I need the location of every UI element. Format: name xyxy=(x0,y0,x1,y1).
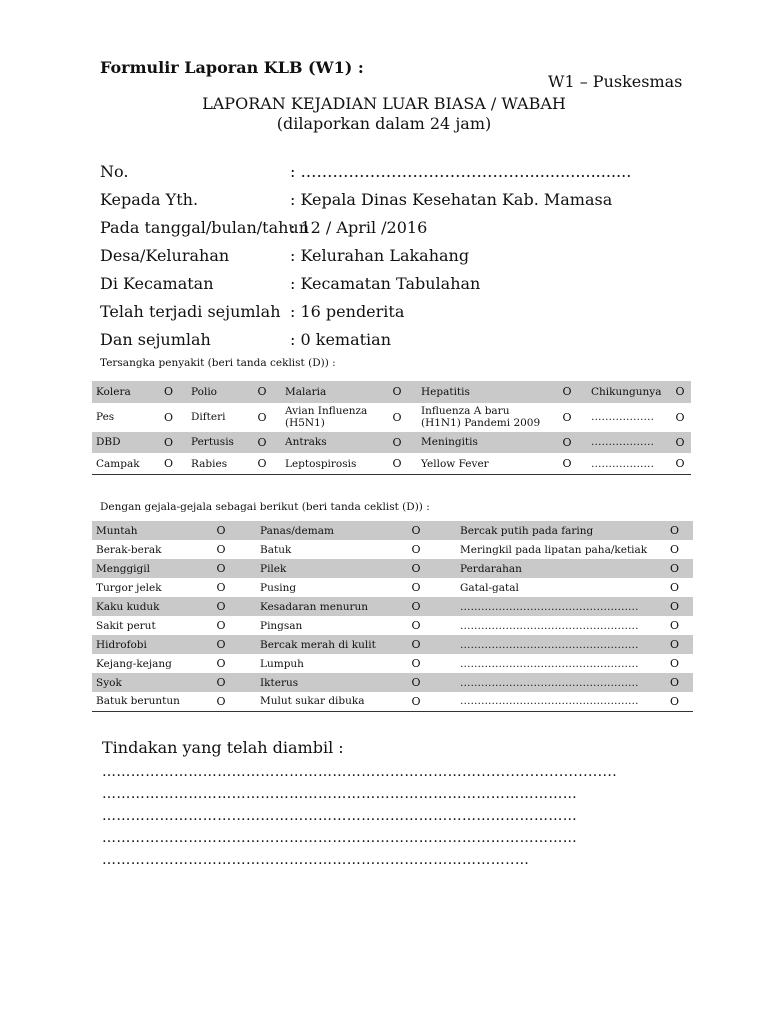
table-row xyxy=(92,559,693,578)
checkbox[interactable]: O xyxy=(216,619,226,632)
symptom-label: Bercak merah di kulit xyxy=(256,635,376,654)
field-value[interactable]: : 16 penderita xyxy=(290,302,405,321)
symptom-label: Muntah xyxy=(92,521,186,540)
symptom-label: Sakit perut xyxy=(96,619,156,632)
disease-label: Hepatitis xyxy=(417,381,547,403)
table-row xyxy=(92,521,693,540)
symptom-other-field[interactable]: …………………………………………… xyxy=(456,597,656,616)
disease-label: Polio xyxy=(187,381,243,403)
disease-instruction: Tersangka penyakit (beri tanda ceklist (D)) : xyxy=(100,357,336,369)
symptom-label: Bercak putih pada faring xyxy=(456,521,656,540)
table-row xyxy=(92,403,691,432)
field-value[interactable]: : Kepala Dinas Kesehatan Kab. Mamasa xyxy=(290,190,613,209)
disease-label: Rabies xyxy=(191,457,228,470)
checkbox[interactable]: O xyxy=(392,410,402,424)
checkbox[interactable]: O xyxy=(216,657,226,670)
disease-label: Chikungunya xyxy=(587,381,669,403)
disease-label: Pertusis xyxy=(187,432,243,454)
table-row xyxy=(92,692,693,711)
checkbox[interactable]: O xyxy=(547,381,587,403)
field-value[interactable]: : Kecamatan Tabulahan xyxy=(290,274,481,293)
disease-table xyxy=(92,381,691,475)
table-row xyxy=(92,635,693,654)
symptom-other-field[interactable]: …………………………………………… xyxy=(460,695,639,708)
checkbox[interactable]: O xyxy=(376,597,456,616)
checkbox[interactable]: O xyxy=(669,432,691,454)
field-label: Dan sejumlah xyxy=(100,330,211,349)
symptom-label: Ikterus xyxy=(256,673,376,692)
symptom-instruction: Dengan gejala-gejala sebagai berikut (beri tanda ceklist (D)) : xyxy=(100,501,430,513)
disease-label: Campak xyxy=(96,457,140,470)
checkbox[interactable]: O xyxy=(562,457,572,470)
table-row xyxy=(92,540,693,559)
symptom-other-field[interactable]: …………………………………………… xyxy=(456,635,656,654)
disease-label: Kolera xyxy=(92,381,150,403)
symptom-table-body xyxy=(92,521,693,711)
checkbox[interactable]: O xyxy=(216,694,226,708)
checkbox[interactable]: O xyxy=(186,635,256,654)
disease-label: Avian Influenza (H5N1) xyxy=(285,405,368,429)
checkbox[interactable]: O xyxy=(376,673,456,692)
checkbox[interactable]: O xyxy=(411,694,421,708)
checkbox[interactable]: O xyxy=(186,559,256,578)
checkbox[interactable]: O xyxy=(257,457,267,470)
table-row xyxy=(92,578,693,597)
symptom-table xyxy=(92,521,693,712)
checkbox[interactable]: O xyxy=(150,381,187,403)
checkbox[interactable]: O xyxy=(186,673,256,692)
disease-label: Antraks xyxy=(281,432,377,454)
disease-other-field[interactable]: ……………… xyxy=(591,457,654,470)
field-label: Desa/Kelurahan xyxy=(100,246,230,265)
checkbox[interactable]: O xyxy=(656,521,693,540)
symptom-label: Batuk beruntun xyxy=(96,695,180,708)
checkbox[interactable]: O xyxy=(376,559,456,578)
checkbox[interactable]: O xyxy=(411,657,421,670)
action-line[interactable]: ……………………………………………………………………............................. xyxy=(102,764,618,780)
table-row xyxy=(92,432,691,454)
disease-label: Meningitis xyxy=(417,432,547,454)
checkbox[interactable]: O xyxy=(376,521,456,540)
checkbox[interactable]: O xyxy=(376,635,456,654)
table-row xyxy=(92,381,691,403)
symptom-other-field[interactable]: …………………………………………… xyxy=(460,619,639,632)
symptom-label: Lumpuh xyxy=(260,657,304,670)
table-row xyxy=(92,453,691,475)
field-value[interactable]: : 12 / April /2016 xyxy=(290,218,428,237)
symptom-label: Kesadaran menurun xyxy=(256,597,376,616)
disease-label: DBD xyxy=(92,432,150,454)
symptom-label: Kejang-kejang xyxy=(96,657,172,670)
action-line[interactable]: ……………………………………………………………………………………… xyxy=(102,786,578,802)
checkbox[interactable]: O xyxy=(163,457,174,470)
disease-label: Pes xyxy=(96,411,115,423)
symptom-label: Pingsan xyxy=(260,619,303,632)
checkbox[interactable]: O xyxy=(163,410,174,424)
actions-heading: Tindakan yang telah diambil : xyxy=(102,738,344,757)
checkbox[interactable]: O xyxy=(186,521,256,540)
checkbox[interactable]: O xyxy=(377,432,417,454)
checkbox[interactable]: O xyxy=(656,559,693,578)
disease-other-field[interactable]: ……………… xyxy=(587,432,669,454)
symptom-label: Gatal-gatal xyxy=(460,581,519,594)
symptom-label: Berak-berak xyxy=(96,543,162,556)
table-row xyxy=(92,673,693,692)
field-label: Pada tanggal/bulan/tahun xyxy=(100,218,310,237)
checkbox[interactable]: O xyxy=(392,457,402,470)
form-code: W1 – Puskesmas xyxy=(548,72,683,91)
checkbox[interactable]: O xyxy=(547,432,587,454)
checkbox[interactable]: O xyxy=(257,410,267,424)
checkbox[interactable]: O xyxy=(675,410,685,424)
field-label: Di Kecamatan xyxy=(100,274,214,293)
table-row xyxy=(92,597,693,616)
report-subtitle: (dilaporkan dalam 24 jam) xyxy=(276,114,492,133)
symptom-label: Pilek xyxy=(256,559,376,578)
checkbox[interactable]: O xyxy=(669,619,680,632)
disease-other-field[interactable]: ……………… xyxy=(591,411,654,423)
checkbox[interactable]: O xyxy=(411,581,421,594)
checkbox[interactable]: O xyxy=(562,410,572,424)
field-label: No. xyxy=(100,162,129,181)
action-line[interactable]: …………………………………………………………………………..… xyxy=(102,852,530,868)
symptom-label: Kaku kuduk xyxy=(92,597,186,616)
checkbox[interactable]: O xyxy=(216,543,226,556)
checkbox[interactable]: O xyxy=(186,597,256,616)
symptom-other-field[interactable]: …………………………………………… xyxy=(456,673,656,692)
symptom-label: Mulut sukar dibuka xyxy=(260,695,365,708)
symptom-label: Batuk xyxy=(260,543,292,556)
field-value[interactable]: : ……………………………………..................... xyxy=(290,162,632,181)
field-value[interactable]: : Kelurahan Lakahang xyxy=(290,246,470,265)
checkbox[interactable]: O xyxy=(669,543,680,556)
disease-label: Malaria xyxy=(281,381,377,403)
checkbox[interactable]: O xyxy=(411,619,421,632)
symptom-label: Syok xyxy=(92,673,186,692)
disease-label: Leptospirosis xyxy=(285,457,357,470)
disease-label: Yellow Fever xyxy=(421,457,489,470)
form-title: Formulir Laporan KLB (W1) : xyxy=(100,58,364,77)
symptom-label: Pusing xyxy=(260,581,297,594)
checkbox[interactable]: O xyxy=(669,381,691,403)
checkbox[interactable]: O xyxy=(411,543,421,556)
action-line[interactable]: ……………………………………………………………………………………… xyxy=(102,808,578,824)
checkbox[interactable]: O xyxy=(216,581,226,594)
report-title: LAPORAN KEJADIAN LUAR BIASA / WABAH xyxy=(202,94,566,113)
disease-label: Difteri xyxy=(191,411,226,423)
checkbox[interactable]: O xyxy=(669,657,680,670)
checkbox[interactable]: O xyxy=(669,694,680,708)
checkbox[interactable]: O xyxy=(150,432,187,454)
symptom-label: Turgor jelek xyxy=(96,581,162,594)
table-row xyxy=(92,616,693,635)
checkbox[interactable]: O xyxy=(656,597,693,616)
checkbox[interactable]: O xyxy=(669,581,680,594)
table-row xyxy=(92,654,693,673)
symptom-other-field[interactable]: …………………………………………… xyxy=(460,657,639,670)
symptom-label: Menggigil xyxy=(92,559,186,578)
disease-label: Influenza A baru (H1N1) Pandemi 2009 xyxy=(421,405,541,429)
symptom-label: Meringkil pada lipatan paha/ketiak xyxy=(460,543,648,556)
symptom-label: Panas/demam xyxy=(256,521,376,540)
checkbox[interactable]: O xyxy=(243,381,281,403)
checkbox[interactable]: O xyxy=(243,432,281,454)
checkbox[interactable]: O xyxy=(675,457,685,470)
action-line[interactable]: ……………………………………………………………………………………… xyxy=(102,830,578,846)
symptom-label: Hidrofobi xyxy=(92,635,186,654)
checkbox[interactable]: O xyxy=(656,673,693,692)
field-value[interactable]: : 0 kematian xyxy=(290,330,392,349)
checkbox[interactable]: O xyxy=(656,635,693,654)
checkbox[interactable]: O xyxy=(377,381,417,403)
symptom-label: Perdarahan xyxy=(456,559,656,578)
field-label: Kepada Yth. xyxy=(100,190,199,209)
field-label: Telah terjadi sejumlah xyxy=(100,302,281,321)
